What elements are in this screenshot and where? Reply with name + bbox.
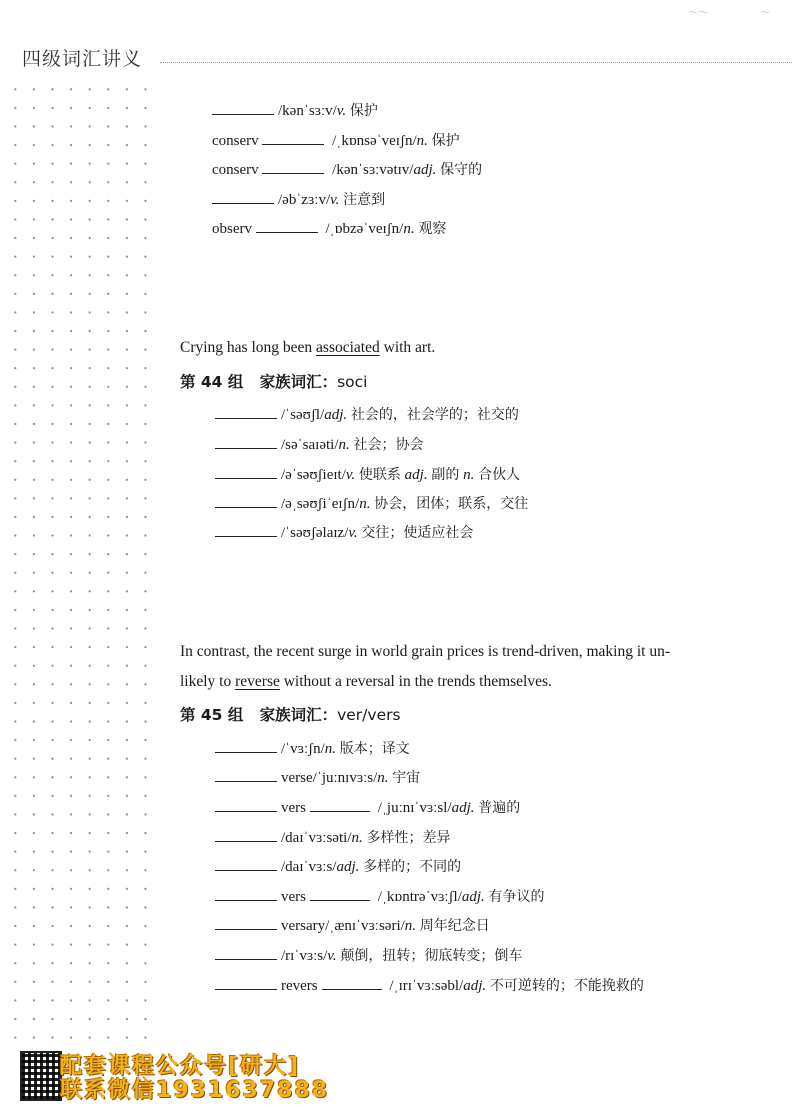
fill-blank <box>310 886 370 901</box>
fill-blank <box>215 404 277 419</box>
fill-blank <box>310 797 370 812</box>
fill-blank <box>215 522 277 537</box>
fill-blank <box>262 159 324 174</box>
example-sentence: likely to reverse without a reversal in the trends themselves. <box>180 673 552 690</box>
vocab-line: revers /ˌɪrɪˈvɜːsəbl/adj. 不可逆转的；不能挽救的 <box>215 975 644 996</box>
fill-blank <box>215 827 277 842</box>
header-divider <box>160 62 792 63</box>
fill-blank <box>215 975 277 990</box>
vocab-line: /ˈsəʊʃl/adj. 社会的，社会学的；社交的 <box>215 404 519 425</box>
page-header-title: 四级词汇讲义 <box>22 48 143 70</box>
vocab-line: /ˈsəʊʃəlaɪz/v. 交往；使适应社会 <box>215 522 473 543</box>
vocab-line: versary/ˌænɪˈvɜːsəri/n. 周年纪念日 <box>215 915 490 936</box>
vocab-line: /əˌsəʊʃiˈeɪʃn/n. 协会，团体；联系，交往 <box>215 493 528 514</box>
fill-blank <box>215 797 277 812</box>
footer-watermark <box>60 1055 329 1103</box>
fill-blank <box>215 464 277 479</box>
vocab-line: /əˈsəʊʃieɪt/v. 使联系 adj. 副的 n. 合伙人 <box>215 464 520 485</box>
group-heading: 第 44 组 家族词汇：soci <box>180 373 368 391</box>
fill-blank <box>215 886 277 901</box>
vocab-line: /daɪˈvɜːs/adj. 多样的；不同的 <box>215 856 461 877</box>
watermark-line: 联系微信1931637888 <box>60 1078 330 1103</box>
fill-blank <box>212 100 274 115</box>
vocab-line: verse/ˈjuːnɪvɜːs/n. 宇宙 <box>215 767 420 788</box>
fill-blank <box>256 218 318 233</box>
fill-blank <box>215 856 277 871</box>
fill-blank <box>215 434 277 449</box>
scan-mark: ～～ <box>688 8 708 19</box>
qr-code-icon <box>20 1051 62 1101</box>
fill-blank <box>322 975 382 990</box>
example-sentence: In contrast, the recent surge in world grain prices is trend-driven, making it un- <box>180 643 670 660</box>
fill-blank <box>215 738 277 753</box>
group-heading: 第 45 组 家族词汇：ver/vers <box>180 706 401 724</box>
vocab-line: conserv /ˌkɒnsəˈveɪʃn/n. 保护 <box>212 130 460 151</box>
fill-blank <box>212 189 274 204</box>
vocab-line: vers /ˌjuːnɪˈvɜːsl/adj. 普遍的 <box>215 797 520 818</box>
dot-grid-margin <box>6 80 160 1040</box>
vocab-line: /rɪˈvɜːs/v. 颠倒，扭转；彻底转变；倒车 <box>215 945 522 966</box>
fill-blank <box>215 945 277 960</box>
fill-blank <box>215 915 277 930</box>
example-sentence: Crying has long been associated with art. <box>180 339 436 356</box>
vocab-line: conserv /kənˈsɜːvətɪv/adj. 保守的 <box>212 159 482 180</box>
vocab-line: /kənˈsɜːv/v. 保护 <box>212 100 378 121</box>
vocab-line: vers /ˌkɒntrəˈvɜːʃl/adj. 有争议的 <box>215 886 545 907</box>
scan-mark: ～ <box>760 8 770 19</box>
vocab-line: /daɪˈvɜːsəti/n. 多样性；差异 <box>215 827 450 848</box>
fill-blank <box>262 130 324 145</box>
vocab-line: /əbˈzɜːv/v. 注意到 <box>212 189 385 210</box>
vocab-line: /ˈvɜːʃn/n. 版本；译文 <box>215 738 410 759</box>
vocab-line: observ /ˌɒbzəˈveɪʃn/n. 观察 <box>212 218 446 239</box>
watermark-line: 配套课程公众号[研大] <box>60 1054 301 1079</box>
fill-blank <box>215 493 277 508</box>
vocab-line: /səˈsaɪəti/n. 社会；协会 <box>215 434 423 455</box>
fill-blank <box>215 767 277 782</box>
